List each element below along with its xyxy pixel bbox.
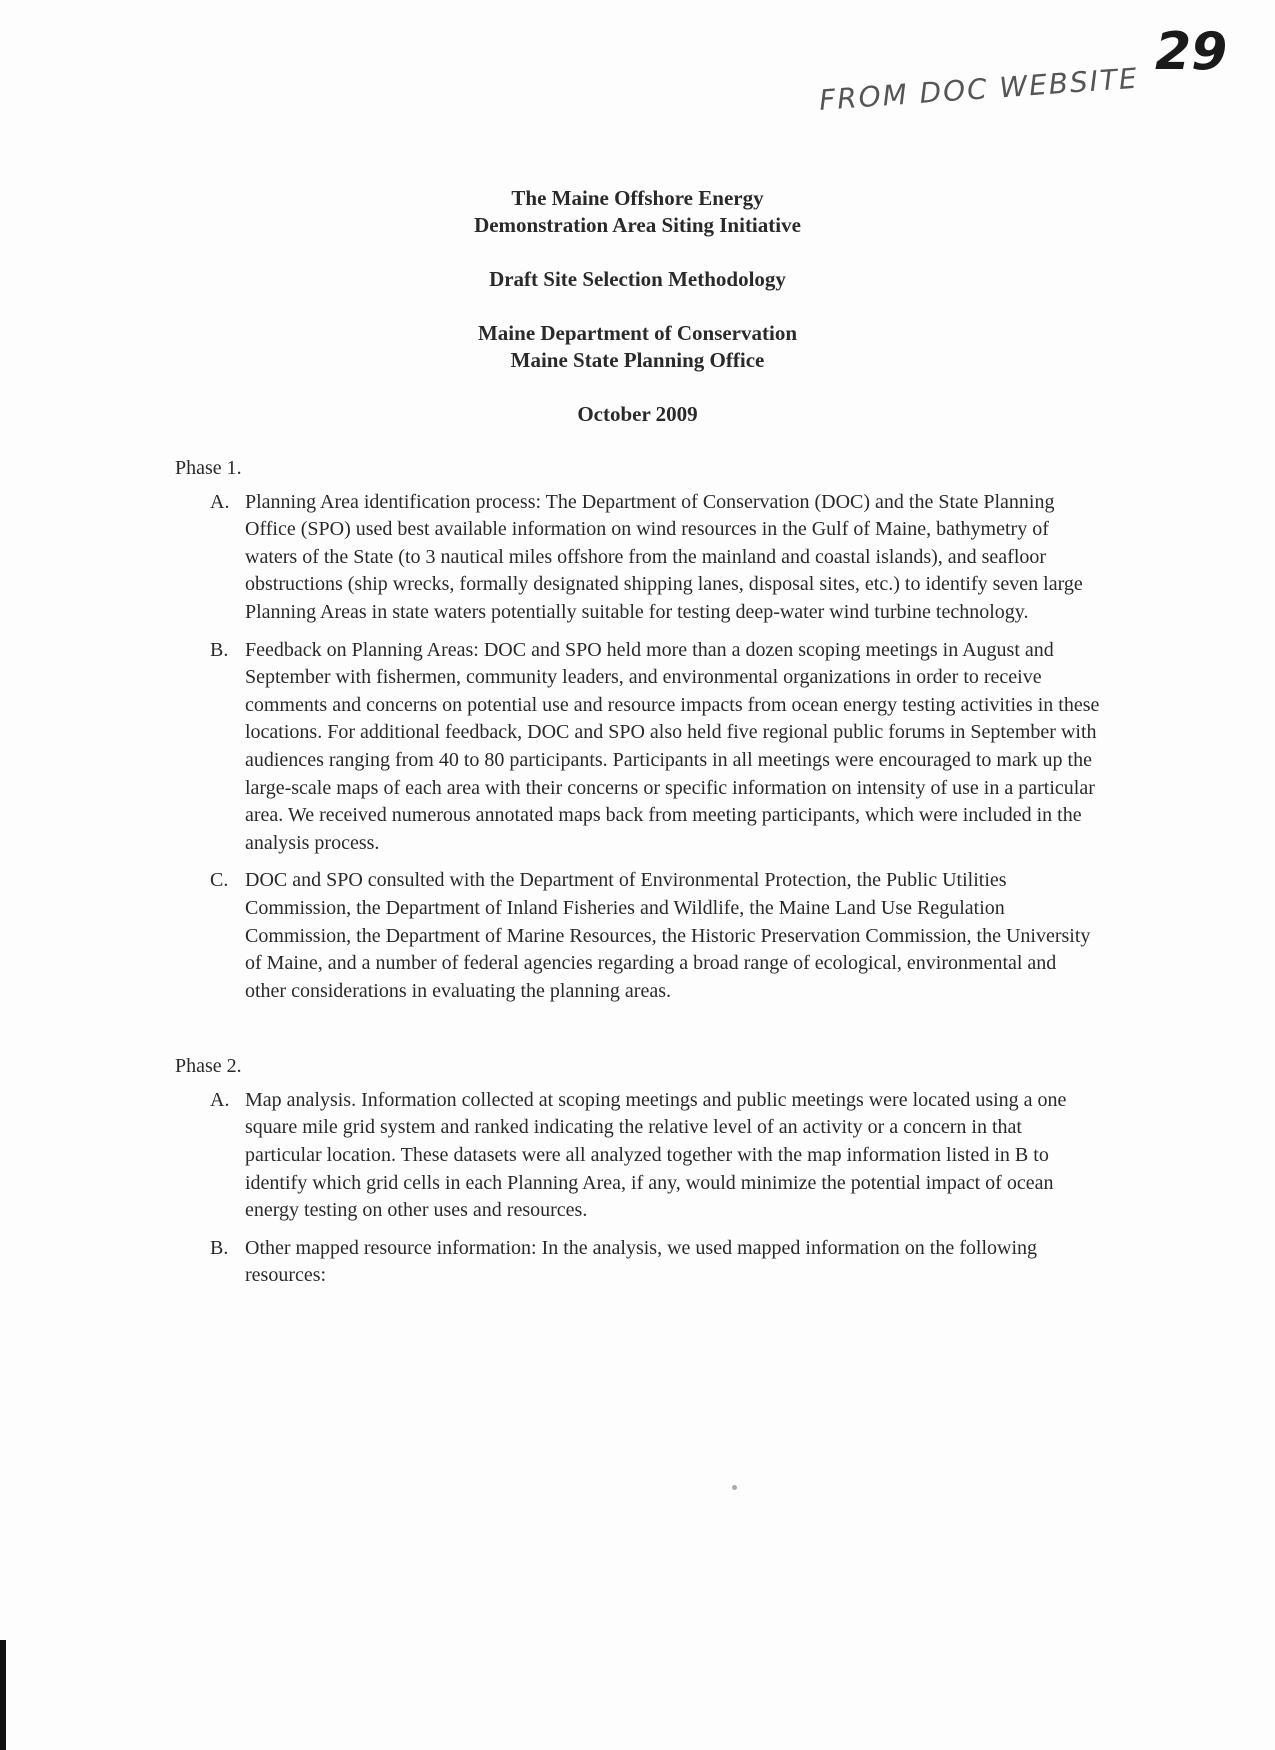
phase-1-heading: Phase 1. — [175, 457, 242, 479]
item-marker: B. — [210, 638, 229, 661]
item-marker: A. — [210, 490, 230, 513]
document-date — [0, 401, 1275, 428]
title-line-2: Demonstration Area Siting Initiative — [474, 213, 801, 237]
list-item — [175, 489, 1100, 627]
scan-speck — [732, 1485, 737, 1490]
phase-2-heading: Phase 2. — [175, 1055, 242, 1078]
phase-1-list — [175, 489, 1100, 1006]
list-item — [175, 637, 1100, 858]
document-header — [0, 185, 1275, 428]
document-organizations — [0, 320, 1275, 374]
date-text: October 2009 — [577, 402, 698, 426]
item-text: Map analysis. Information collected at scoping meetings and public meetings were located using a one square mile grid system and ranked indicating the relative level of an activity or a concern in that particular location. These datasets were all analyzed together with the map information listed in B to identify which grid cells in each Planning Area, if any, would minimize the potential impact of ocean energy testing on other uses and resources. — [245, 1088, 1067, 1222]
document-title — [0, 185, 1275, 239]
item-text: Other mapped resource information: In the analysis, we used mapped information on the following resources: — [245, 1236, 1038, 1287]
organization-line-1: Maine Department of Conservation — [477, 321, 798, 345]
scan-edge-mark — [0, 1640, 6, 1750]
subtitle-text: Draft Site Selection Methodology — [489, 267, 786, 291]
item-marker: B. — [210, 1236, 229, 1259]
item-text: DOC and SPO consulted with the Department of Environmental Protection, the Public Utilities Commission, the Department of Inland Fisheries and Wildlife, the Maine Land Use Regulation Commission, the Department of Marine Resources, the Historic Preservation Commission, the University of Maine, and a number of federal agencies regarding a broad range of ecological, environmental and other considerations in evaluating the planning areas. — [245, 869, 1091, 1002]
phase-2-list — [175, 1087, 1100, 1290]
title-line-1: The Maine Offshore Energy — [511, 186, 764, 210]
section-spacer — [175, 1015, 1100, 1053]
list-item — [175, 1235, 1100, 1290]
item-text: Feedback on Planning Areas: DOC and SPO held more than a dozen scoping meetings in August and September with fishermen, community leaders, and environmental organizations in order to receive comments and concerns on potential use and resource impacts from ocean energy testing activities in these locations. For additional feedback, DOC and SPO also held five regional public forums in September with audiences ranging from 40 to 80 participants. Participants in all meetings were encouraged to mark up the large-scale maps of each area with their concerns or specific information on intensity of use in a particular area. We received numerous annotated maps back from meeting participants, which were included in the analysis process. — [245, 638, 1100, 854]
organization-line-2: Maine State Planning Office — [510, 348, 765, 372]
list-item — [175, 867, 1100, 1005]
item-marker: C. — [210, 869, 229, 892]
document-body — [175, 455, 1100, 1300]
phase-1-section — [175, 455, 1100, 1005]
page-number: 29 — [1155, 22, 1228, 82]
document-subtitle — [0, 266, 1275, 293]
item-text: Planning Area identification process: The Department of Conservation (DOC) and the State Planning Office (SPO) used best available information on wind resources in the Gulf of Maine, bathymetry of waters of the State (to 3 nautical miles offshore from the mainland and coastal islands), and seafloor obstructions (ship wrecks, formally designated shipping lanes, disposal sites, etc.) to identify seven large Planning Areas in state waters potentially suitable for testing deep-water wind turbine technology. — [245, 490, 1083, 623]
phase-2-section — [175, 1053, 1100, 1290]
handwritten-note: FROM DOC WEBSITE — [818, 61, 1140, 117]
item-marker: A. — [210, 1088, 230, 1111]
list-item — [175, 1087, 1100, 1225]
